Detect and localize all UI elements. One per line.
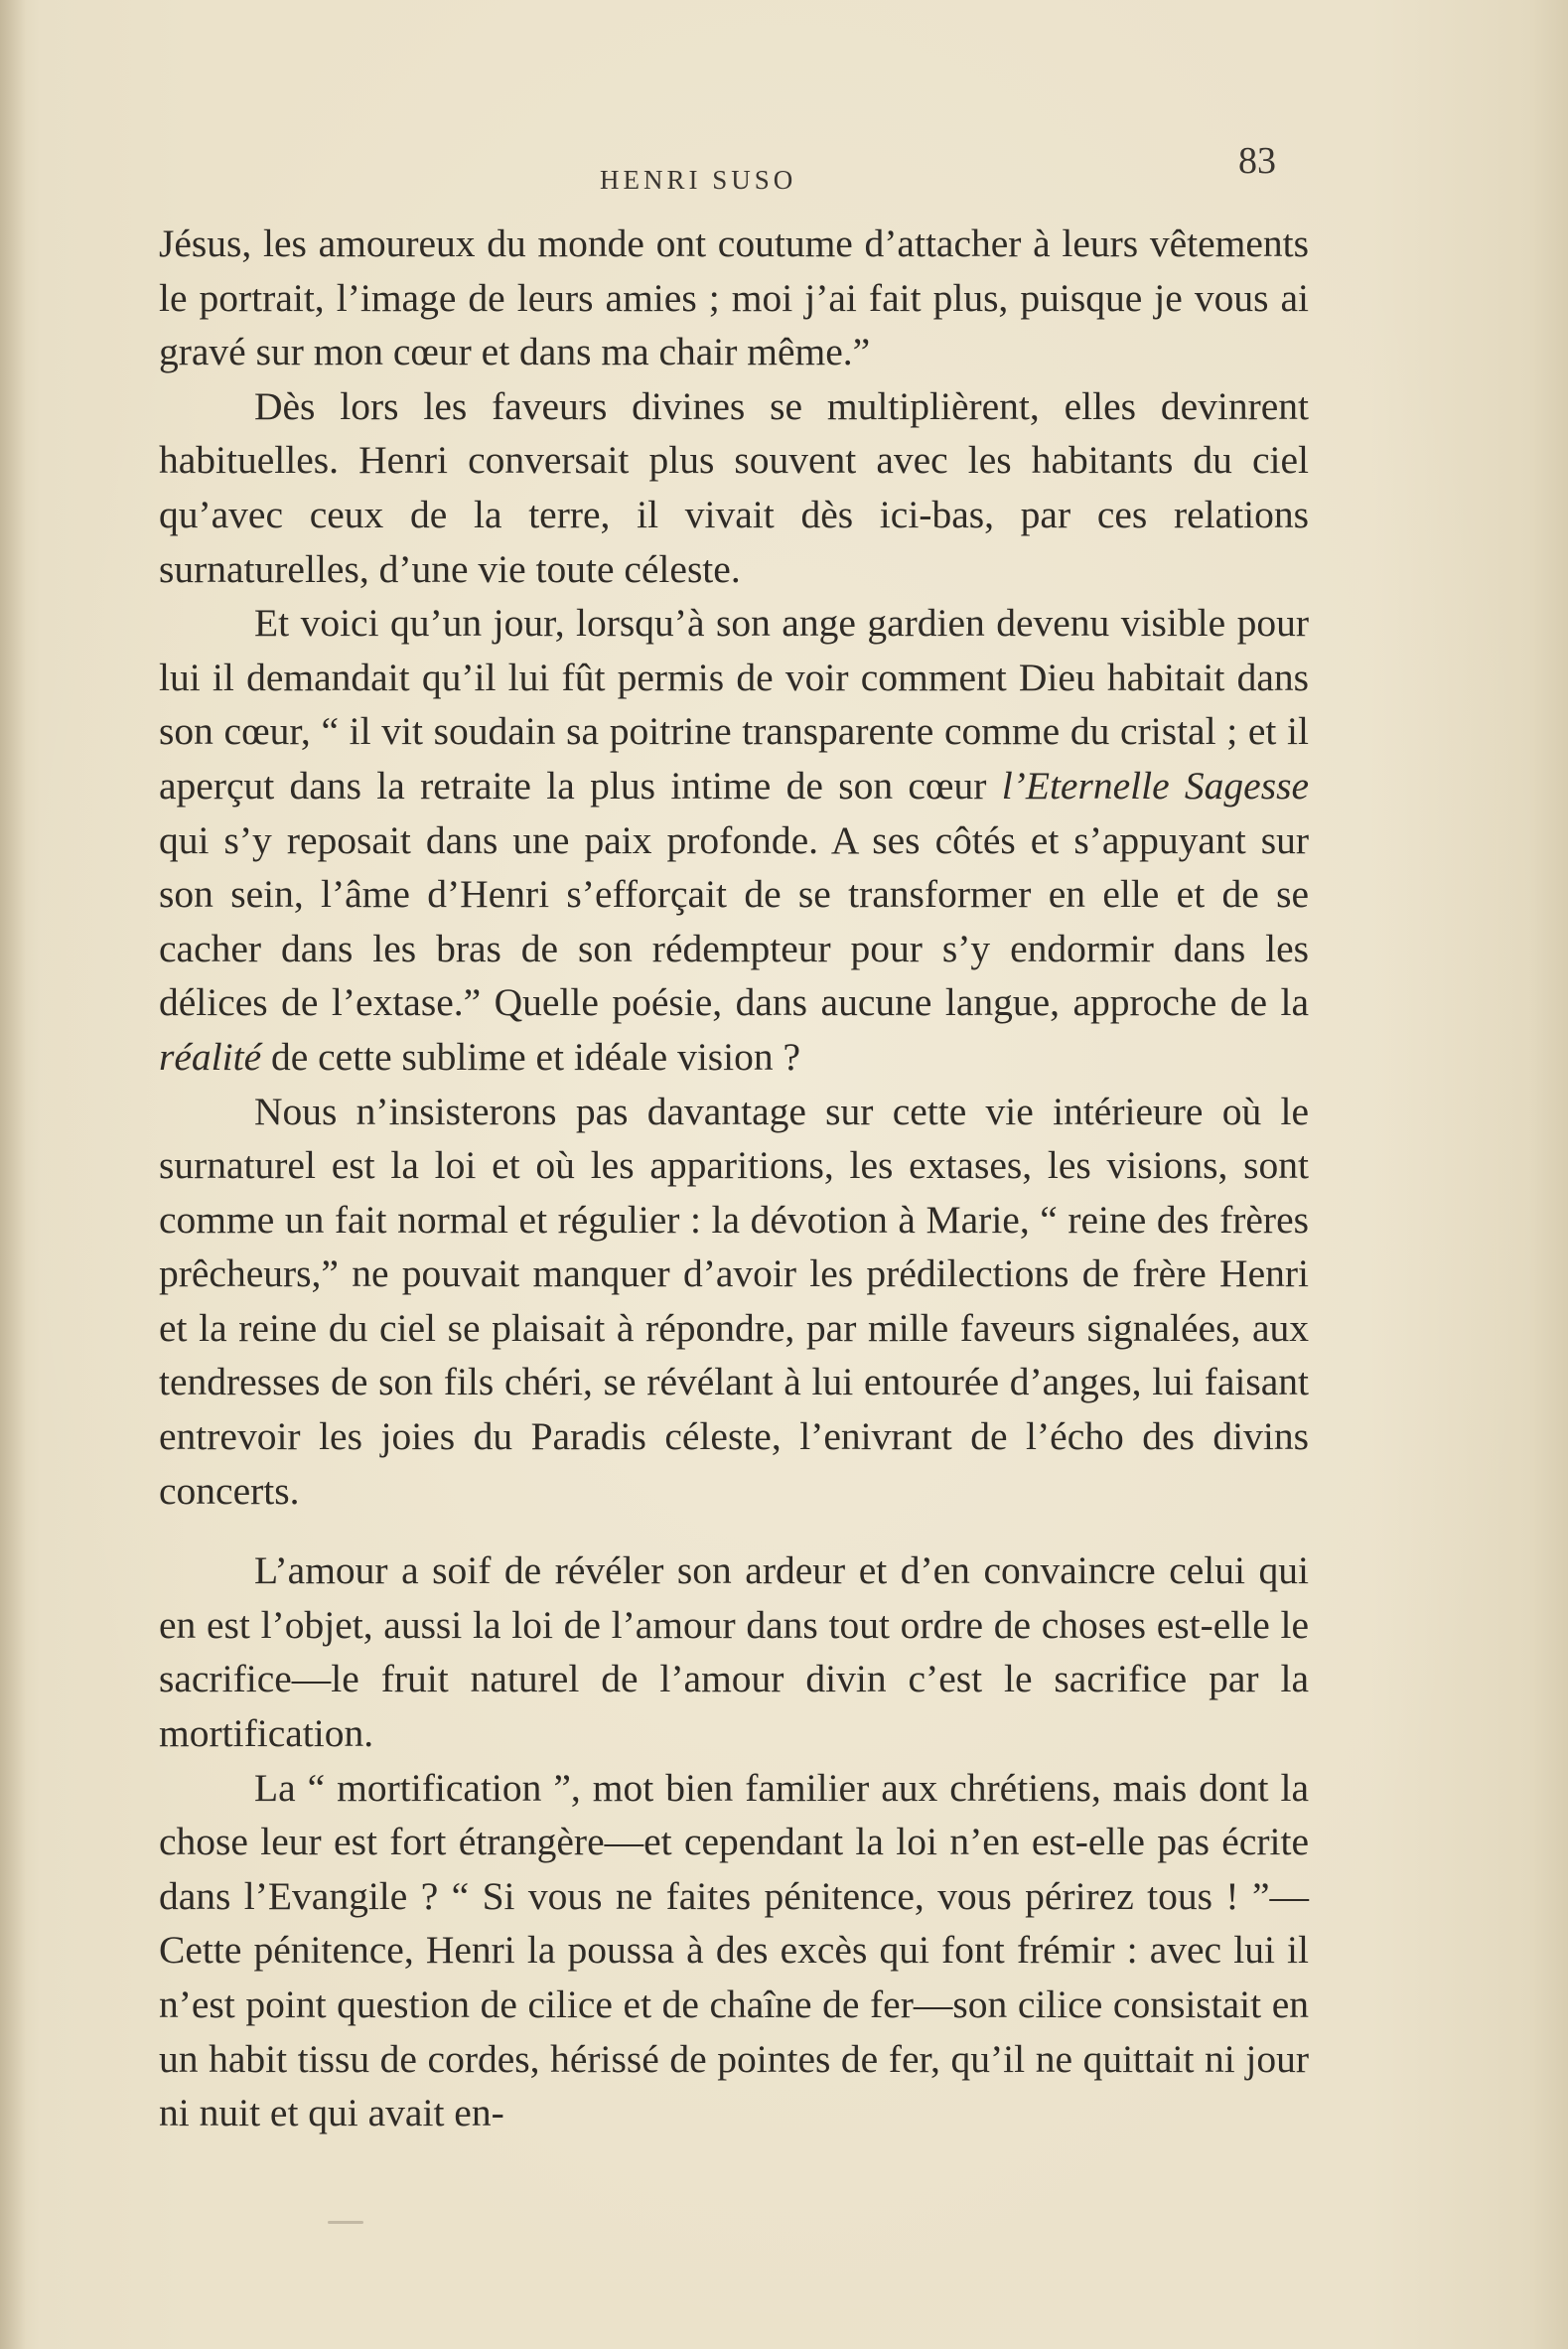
italic-phrase-eternelle-sagesse: l’Eternelle Sagesse bbox=[1001, 763, 1309, 807]
paragraph-4 bbox=[159, 1085, 1309, 1519]
running-head-title: HENRI SUSO bbox=[600, 165, 797, 195]
paragraph-1 bbox=[159, 217, 1309, 379]
paragraph-text: qui s’y reposait dans une paix profonde. A ses côtés et s’appuyant sur son sein, l’âme d’Henri s’efforçait de se transformer en elle et de se cacher dans les bras de son rédempteur pour s’y endormir dans les délices de l’extase.” Quelle poésie, dans aucune langue, approche de la bbox=[159, 817, 1309, 1025]
paragraph-text: de cette sublime et idéale vision ? bbox=[261, 1034, 801, 1079]
paragraph-6 bbox=[159, 1761, 1309, 2140]
binding-gutter-shadow bbox=[0, 0, 26, 2349]
paragraph-2 bbox=[159, 379, 1309, 596]
paragraph-text: Nous n’insisterons pas davantage sur cette vie intérieure où le surnaturel est la loi et où les apparitions, les extases, les visions, sont comme un fait normal et régulier : la dévotion à Marie, “ reine des frères prêcheurs,” ne pouvait manquer d’avoir les prédilections de frère Henri et la reine du ciel se plaisait à répondre, par mille faveurs signalées, aux tendresses de son fils chéri, se révélant à lui entourée d’anges, lui faisant entrevoir les joies du Paradis céleste, l’enivrant de l’écho des divins concerts. bbox=[159, 1089, 1309, 1513]
paragraph-text: Jésus, les amoureux du monde ont coutume d’attacher à leurs vêtements le portrait, l’image de leurs amies ; moi j’ai fait plus, puisque je vous ai gravé sur mon cœur et dans ma chair même.” bbox=[159, 221, 1309, 374]
paragraph-3 bbox=[159, 596, 1309, 1084]
page-body-text bbox=[159, 217, 1309, 2140]
paragraph-text: L’amour a soif de révéler son ardeur et d’en convaincre celui qui en est l’objet, aussi la loi de l’amour dans tout ordre de choses est-elle le sacrifice—le fruit naturel de l’amour divin c’est le sacrifice par la mortification. bbox=[159, 1548, 1309, 1756]
paragraph-5 bbox=[159, 1543, 1309, 1760]
paragraph-text: La “ mortification ”, mot bien familier aux chrétiens, mais dont la chose leur est fort étrangère—et cependant la loi n’en est-elle pas écrite dans l’Evangile ? “ Si vous ne faites pénitence, vous périrez tous ! ”—Cette pénitence, Henri la poussa à des excès qui font frémir : avec lui il n’est point question de cilice et de chaîne de fer—son cilice consistait en un habit tissu de cordes, hérissé de pointes de fer, qu’il ne quittait ni jour ni nuit et qui avait en- bbox=[159, 1765, 1309, 2135]
ink-smudge-mark bbox=[328, 2221, 363, 2224]
italic-word-realite: réalité bbox=[159, 1034, 262, 1079]
paragraph-text: Et voici qu’un jour, lorsqu’à son ange gardien devenu visible pour lui il demandait qu’il lui fût permis de voir comment Dieu habitait dans son cœur, “ il vit soudain sa poitrine transparente comme du cristal ; et il aperçut dans la retraite la plus intime de son cœur bbox=[159, 601, 1309, 807]
paragraph-text: Dès lors les faveurs divines se multiplièrent, elles devinrent habituelles. Henri conversait plus souvent avec les habitants du ciel qu’avec ceux de la terre, il vivait dès ici-bas, par ces relations surnaturelles, d’une vie toute céleste. bbox=[159, 383, 1309, 591]
page-number: 83 bbox=[1238, 140, 1276, 182]
